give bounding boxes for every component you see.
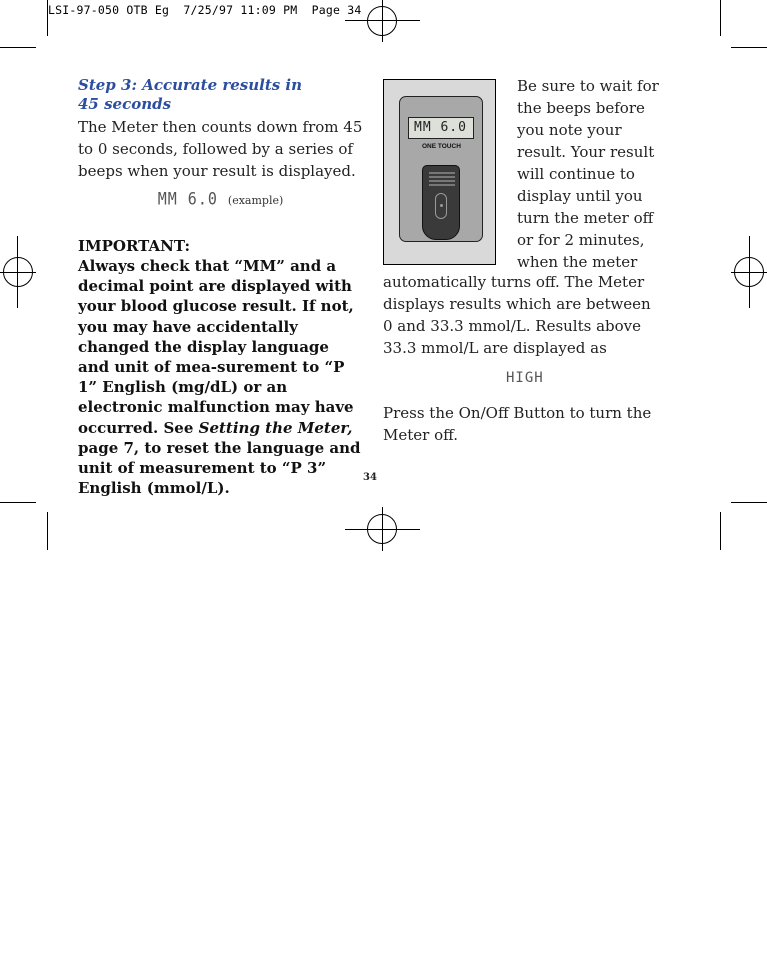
setting-meter-reference: Setting the Meter, — [198, 418, 353, 437]
test-area-icon — [435, 193, 447, 219]
meter-screen: MM 6.0 — [408, 117, 474, 139]
high-display-reading: HIGH — [506, 370, 544, 386]
test-spot-icon — [440, 204, 443, 207]
wait-for-beeps-paragraph: Be sure to wait for the beeps before you note your result. Your result will continue to display until you turn the meter off or for 2 minutes, when the meter — [517, 77, 659, 271]
turn-off-paragraph: Press the On/Off Button to turn the Meter off. — [383, 404, 652, 444]
meter-body — [399, 96, 483, 242]
page-number: 34 — [363, 472, 377, 483]
important-text — [78, 256, 363, 498]
important-text-part1: Always check that “MM” and a decimal point are displayed with your blood glucose result. If not, you may have accidentally changed the display language and unit of mea-surement to “P 1” English (mg/dL) or an electronic malfunction may have occurred. See — [78, 257, 354, 437]
results-range-paragraph: automatically turns off. The Meter displays results which are between 0 and 33.3 mmol/L. Results above 33.3 mmol/L are displayed as — [383, 273, 651, 357]
step-heading-line1: Step 3: Accurate results in — [78, 76, 303, 94]
important-text-part2: page 7, to reset the language and unit of measurement to “P 3” English (mmol/L). — [78, 438, 361, 498]
important-label: IMPORTANT: — [78, 237, 191, 255]
test-strip-holder — [422, 165, 460, 240]
step-heading-line2: 45 seconds — [78, 95, 172, 113]
example-note: (example) — [227, 194, 284, 207]
strip-grip-lines — [429, 172, 455, 186]
lcd-example — [78, 190, 363, 214]
step-heading — [78, 76, 363, 114]
countdown-paragraph: The Meter then counts down from 45 to 0 seconds, followed by a series of beeps when your result is displayed. — [78, 118, 363, 180]
left-column — [78, 76, 363, 498]
meter-illustration — [383, 79, 496, 265]
lcd-example-reading: MM 6.0 — [157, 188, 218, 210]
print-slug: LSI-97-050 OTB Eg 7/25/97 11:09 PM Page 34 — [48, 3, 362, 17]
meter-brand-logo: ONE TOUCH — [422, 143, 461, 150]
